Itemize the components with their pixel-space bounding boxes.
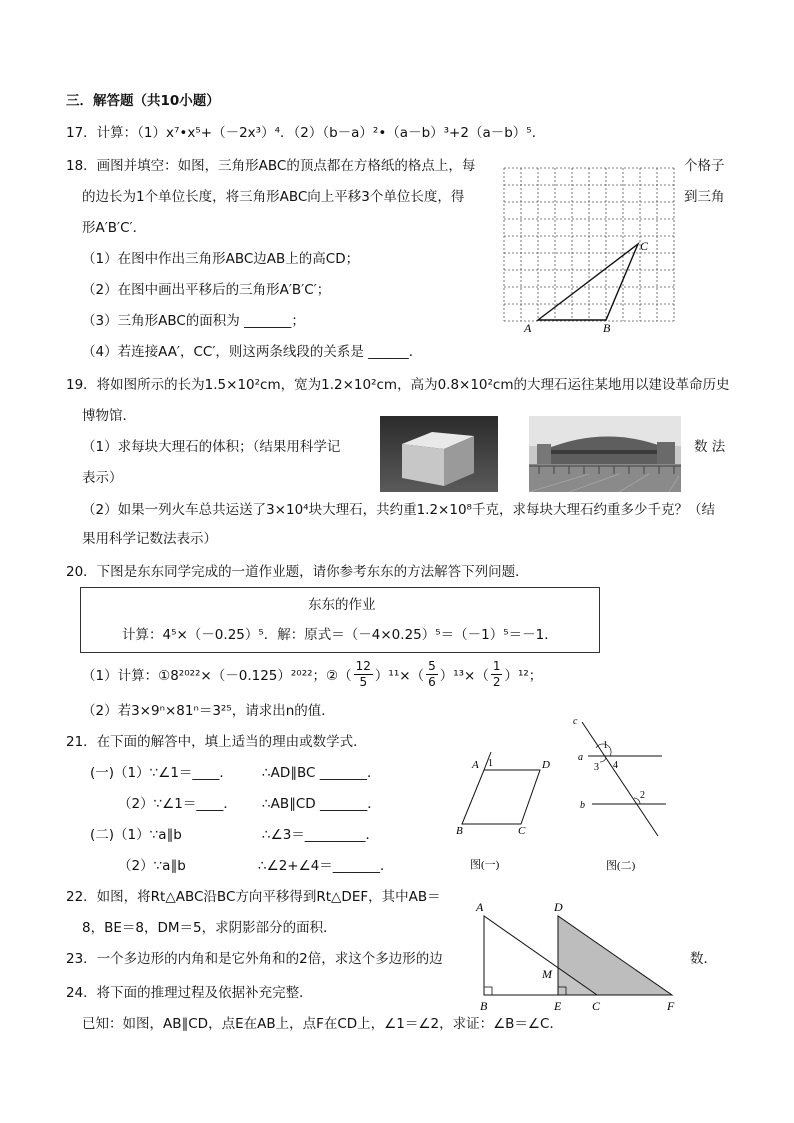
question-23-end: 数． [690,951,717,967]
question-20-line1: 20．下图是东东同学完成的一道作业题，请你参考东东的方法解答下列问题． [66,564,529,580]
q21-a1-result: ∴AD∥BC _______． [262,765,381,781]
question-19-line2: 博物馆． [82,408,136,424]
q21-a2: （2）∵∠1＝____． [118,796,237,812]
fig1-label-b: B [456,825,463,837]
fig1-label-1: 1 [488,758,493,769]
fraction-5-6 [426,659,438,690]
question-23: 23．一个多边形的内角和是它外角和的2倍，求这个多边形的边 [66,951,443,967]
q22-label-b: B [480,999,488,1012]
homework-content: 计算：4⁵×（－0.25）⁵．解：原式＝（－4×0.25）⁵＝（－1）⁵＝－1． [122,627,558,643]
question-19-part1: （1）求每块大理石的体积；（结果用科学记 [82,439,341,455]
fraction-12-5 [354,659,373,690]
fig2-label-4: 4 [613,760,618,771]
fig1-label-a: A [472,759,479,771]
question-17: 17．计算：（1）x⁷•x⁵+（－2x³）⁴．（2）（b－a）²•（a－b）³+2（a－b）⁵． [66,125,546,141]
fraction-numerator: 1 [492,658,501,673]
fig2-label-c: c [573,716,578,727]
q20-part1-exp3: ）¹²； [504,668,543,684]
question-19-part1-end: 数 法 [694,439,726,455]
q21-b2: （2）∵a∥b [118,858,186,874]
homework-title: 东东的作业 [308,597,376,613]
fig1-label-c: C [518,825,526,837]
question-19-part2-cont: 果用科学记数法表示） [82,531,217,547]
q22-label-d: D [554,900,563,914]
q22-label-c: C [592,999,601,1012]
fig2-label-2: 2 [640,790,645,801]
fig2-label-1: 1 [603,740,608,751]
fig1-caption: 图(一) [470,859,500,871]
fraction-numerator: 12 [355,658,371,673]
fig2-label-b: b [580,800,585,811]
question-18-part1: （1）在图中作出三角形ABC边AB上的高CD； [82,251,360,267]
q22-label-a: A [476,900,484,914]
q22-label-e: E [554,999,562,1012]
q21-figure-1 [450,748,560,873]
fraction-denominator: 2 [492,674,501,689]
fig2-caption: 图(二) [606,860,636,872]
q20-part1-exp2: ）¹³×（ [439,668,489,684]
question-19-part2: （2）如果一列火车总共运送了3×10⁴块大理石，共约重1.2×10⁸千克，求每块大理石约重多少千克？（结 [82,502,715,518]
question-19-line1: 19．将如图所示的长为1.5×10²cm，宽为1.2×10²cm，高为0.8×10²cm的大理石运往某地用以建设革命历史 [66,377,730,393]
question-20-part2: （2）若3×9ⁿ×81ⁿ＝3²⁵，请求出n的值． [82,703,335,719]
question-24-line2: 已知：如图，AB∥CD，点E在AB上，点F在CD上，∠1＝∠2，求证：∠B＝∠C． [82,1016,563,1032]
marble-block-photo [380,416,498,492]
fig2-label-a: a [578,752,583,763]
q21-a2-result: ∴AB∥CD _______． [262,796,381,812]
question-18-part3: （3）三角形ABC的面积为 _______； [82,313,305,329]
fraction-numerator: 5 [428,658,436,673]
question-22-line1: 22．如图，将Rt△ABC沿BC方向平移得到Rt△DEF，其中AB＝ [66,889,441,905]
q22-label-m: M [542,967,552,981]
question-18-line2-end: 到三角 [684,189,725,205]
q21-figure-2 [570,712,680,874]
q22-label-f: F [667,999,675,1012]
question-20-part1 [82,654,542,694]
q20-part1-exp1: ）¹¹×（ [374,668,425,684]
museum-photo [529,416,681,492]
question-21-line1: 21．在下面的解答中，填上适当的理由或数学式． [66,734,367,750]
question-18-line2: 的边长为1个单位长度，将三角形ABC向上平移3个单位长度，得 [82,189,465,205]
label-a: A [524,321,532,335]
q18-grid-figure [500,162,680,338]
q21-b1-result: ∴∠3＝_________． [262,827,380,843]
question-22-line2: 8，BE＝8，DM＝5，求阴影部分的面积． [82,920,337,936]
q22-figure [470,896,690,1012]
question-18-part4: （4）若连接AA′，CC′，则这两条线段的关系是 ______． [82,344,423,360]
question-18-line3: 形A′B′C′． [82,220,147,236]
fig2-label-3: 3 [594,762,599,773]
q21-a1: (一)（1）∵∠1＝____． [90,765,233,781]
fraction-denominator: 6 [428,674,436,689]
fig1-label-d: D [542,759,550,771]
label-b: B [603,321,611,335]
label-c: C [640,239,649,253]
question-19-part1-cont: 表示） [82,470,123,486]
q20-part1-lead: （1）计算：①8²⁰²²×（－0.125）²⁰²²；②（ [82,668,352,684]
fraction-1-2 [491,659,503,690]
fraction-denominator: 5 [359,674,368,689]
question-18-line1-end: 个格子 [684,158,725,174]
question-24-line1: 24．将下面的推理过程及依据补充完整． [66,985,313,1001]
question-18-line1: 18．画图并填空：如图，三角形ABC的顶点都在方格纸的格点上，每 [66,158,476,174]
q21-b2-result: ∴∠2+∠4＝_______． [258,858,394,874]
question-18-part2: （2）在图中画出平移后的三角形A′B′C′； [82,282,331,298]
q21-b1: (二)（1）∵a∥b [90,827,182,843]
section-title: 三．解答题（共10小题） [66,93,220,109]
